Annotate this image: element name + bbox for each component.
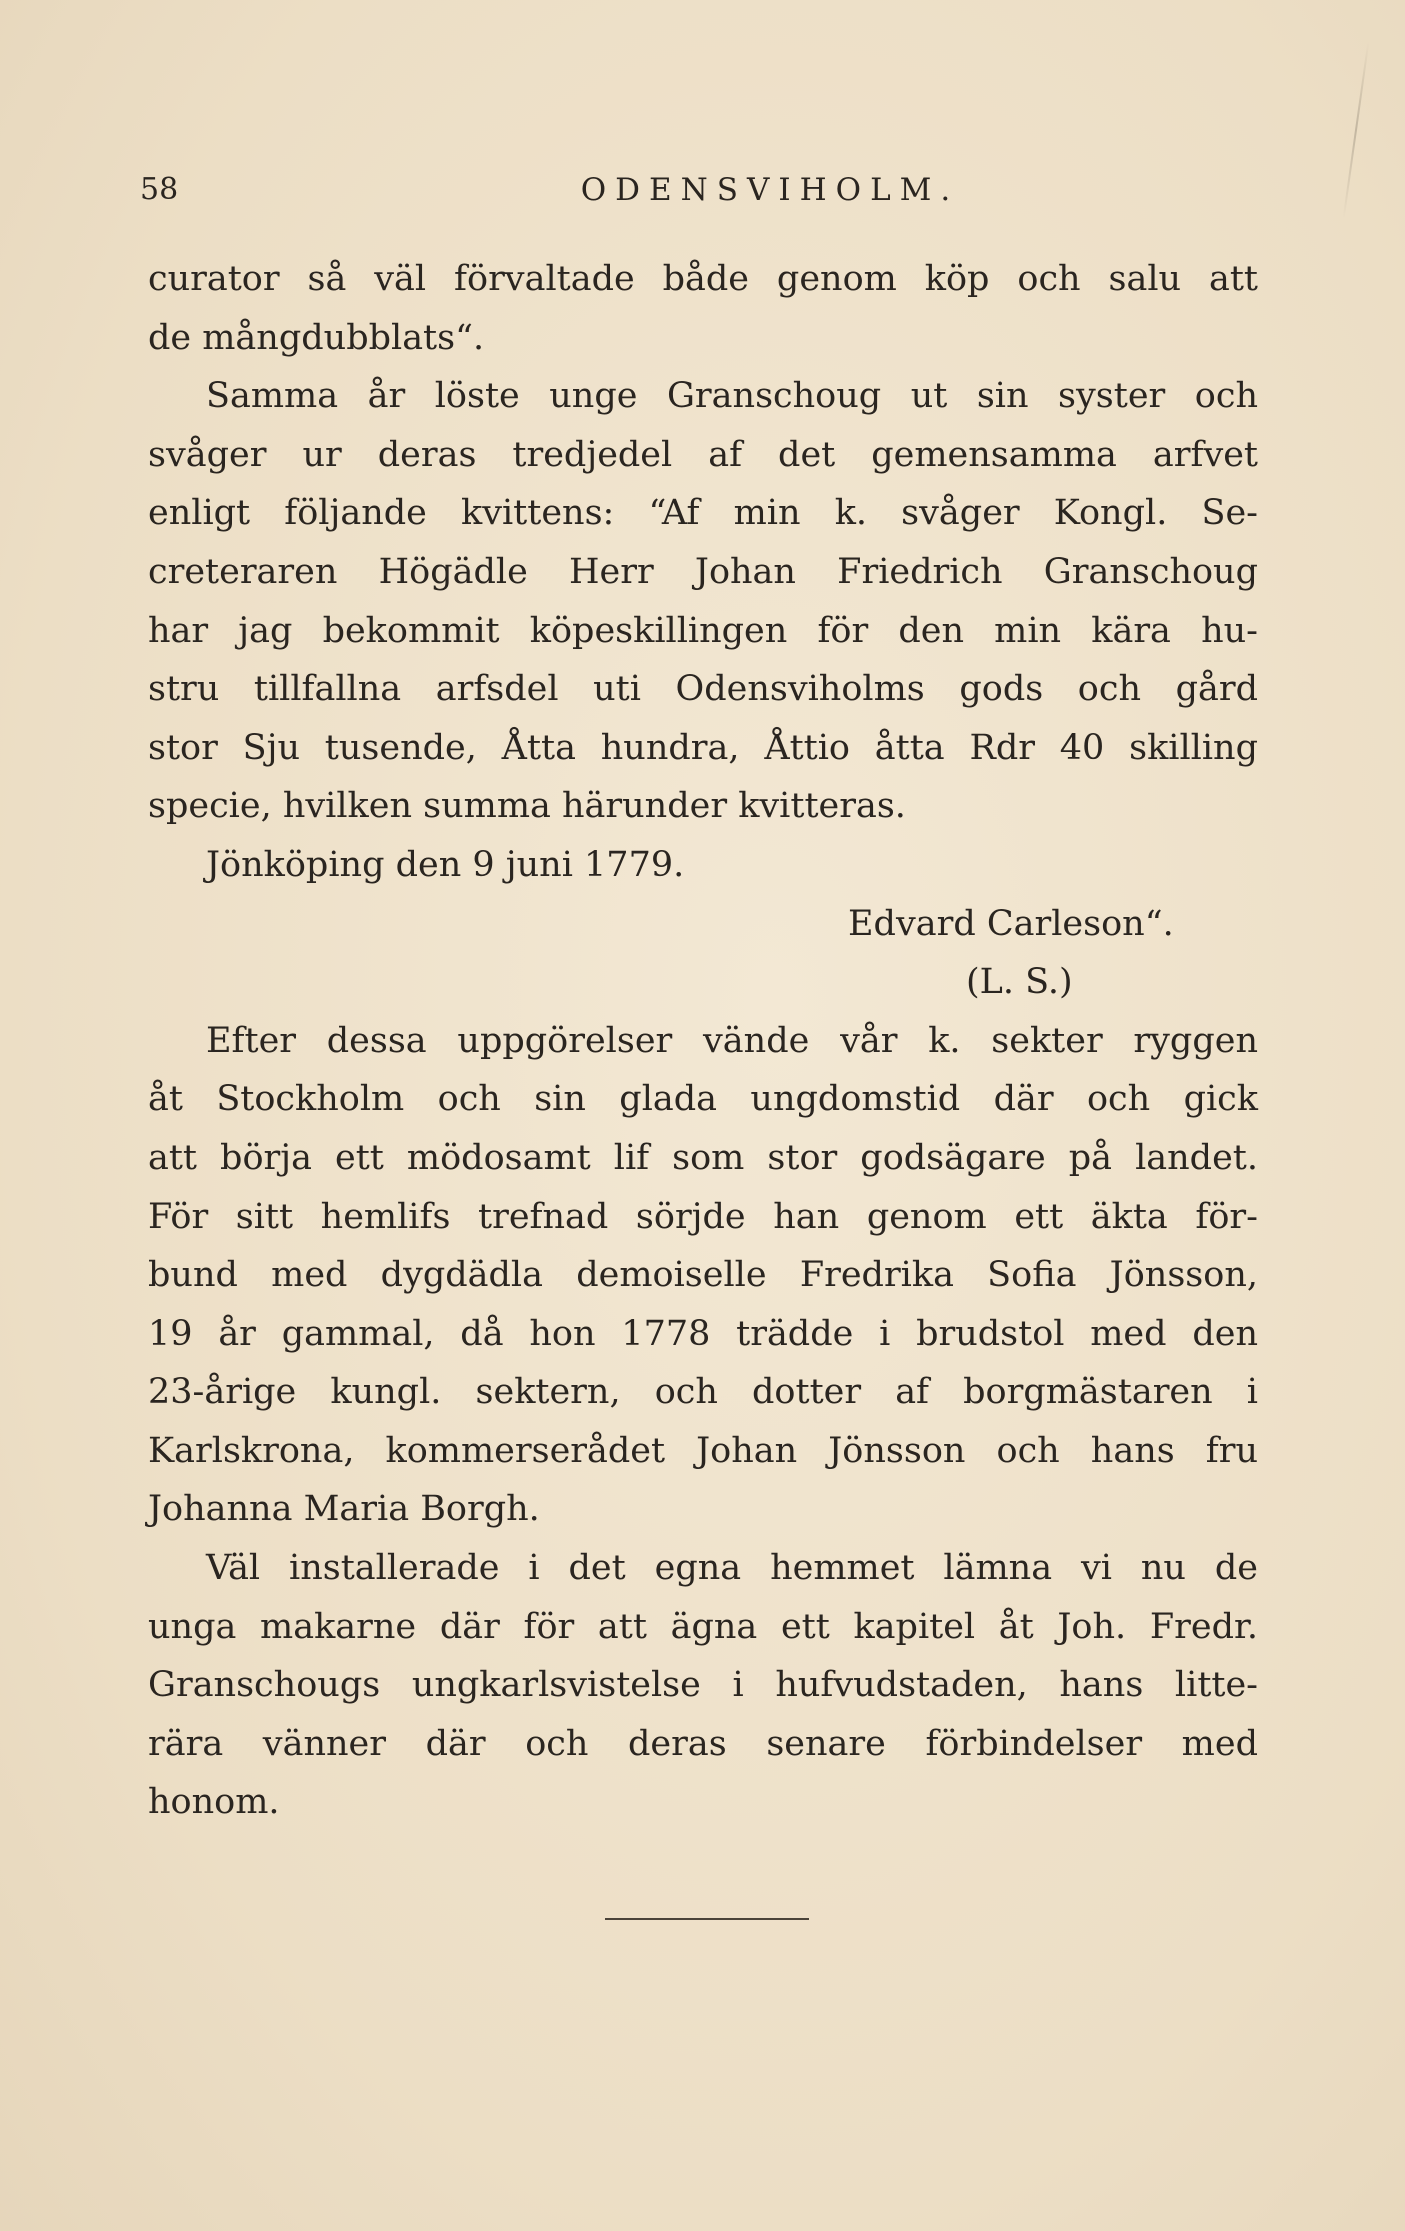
text-line: Samma år löste unge Granschoug ut sin syster och [206, 376, 1258, 417]
text-line: Jönköping den 9 juni 1779. [206, 844, 685, 885]
text-line: stor Sju tusende, Åtta hundra, Åttio åtta Rdr 40 skilling [148, 727, 1258, 768]
text-line: curator så väl förvaltade både genom köp och salu att [148, 259, 1258, 299]
signature-line: Edvard Carleson“. [848, 903, 1174, 944]
text-line: specie, hvilken summa härunder kvitteras. [148, 786, 906, 827]
text-line: att börja ett mödosamt lif som stor godsägare på landet. [148, 1137, 1258, 1178]
text-line: Johanna Maria Borgh. [148, 1489, 540, 1530]
text-line: Väl installerade i det egna hemmet lämna vi nu de [206, 1548, 1258, 1589]
page-edge-shadow [1342, 41, 1369, 220]
text-line: åt Stockholm och sin glada ungdomstid där och gick [148, 1079, 1258, 1120]
text-line: honom. [148, 1782, 280, 1823]
text-line: svåger ur deras tredjedel af det gemensamma arfvet [148, 434, 1258, 475]
text-line: enligt följande kvittens: “Af min k. svåger Kongl. Se- [148, 493, 1258, 534]
text-line: rära vänner där och deras senare förbindelser med [148, 1723, 1258, 1764]
body-text [148, 250, 1258, 1832]
section-end-rule [605, 1918, 809, 1920]
text-line: 23-årige kungl. sektern, och dotter af borgmästaren i [148, 1372, 1258, 1413]
text-line: unga makarne där för att ägna ett kapitel åt Joh. Fredr. [148, 1606, 1258, 1647]
text-line: Efter dessa uppgörelser vände vår k. sekter ryggen [206, 1020, 1258, 1061]
running-title: ODENSVIHOLM. [580, 172, 960, 208]
text-line: Granschougs ungkarlsvistelse i hufvudstaden, hans litte- [148, 1665, 1258, 1706]
text-line: 19 år gammal, då hon 1778 trädde i brudstol med den [148, 1313, 1258, 1354]
text-line: de mångdubblats“. [148, 317, 485, 358]
text-line: stru tillfallna arfsdel uti Odensviholms gods och gård [148, 669, 1258, 710]
page-number: 58 [140, 172, 179, 207]
text-line: Karlskrona, kommerserådet Johan Jönsson och hans fru [148, 1430, 1258, 1471]
text-line: bund med dygdädla demoiselle Fredrika Sofia Jönsson, [148, 1255, 1258, 1296]
text-line: creteraren Högädle Herr Johan Friedrich Granschoug [148, 551, 1258, 592]
seal-mark: (L. S.) [966, 962, 1073, 1003]
text-line: har jag bekommit köpeskillingen för den min kära hu- [148, 610, 1258, 651]
text-line: För sitt hemlifs trefnad sörjde han genom ett äkta för- [148, 1196, 1258, 1237]
page-header [140, 165, 1260, 215]
